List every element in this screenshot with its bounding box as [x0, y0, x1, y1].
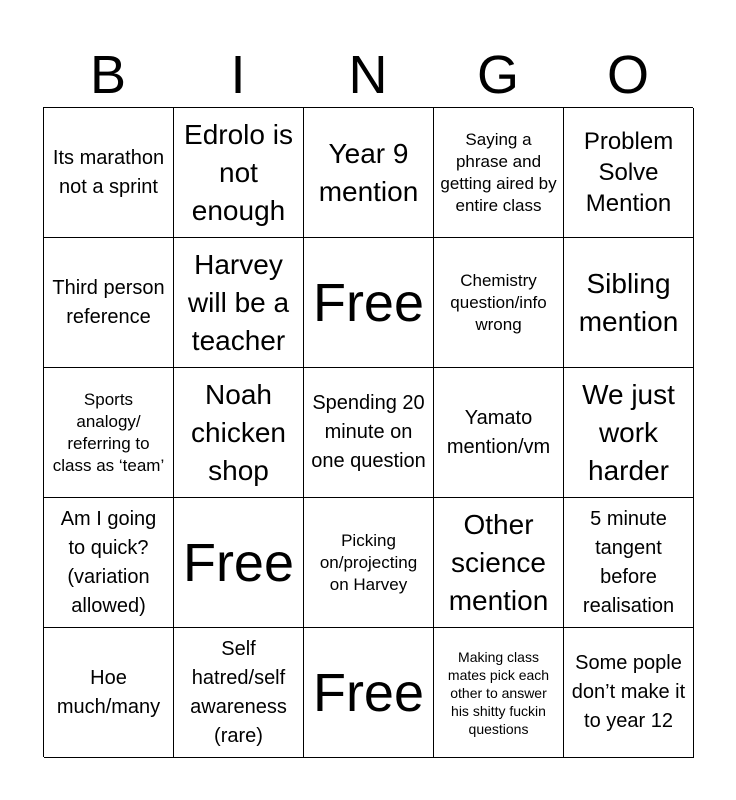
bingo-cell-text: Harvey will be a teacher: [187, 248, 290, 356]
bingo-cell[interactable]: [174, 628, 304, 758]
bingo-cell[interactable]: [304, 498, 434, 628]
bingo-cell[interactable]: [304, 108, 434, 238]
bingo-cell-text: Am I going to quick? (variation allowed): [60, 507, 157, 617]
bingo-cell-free[interactable]: [304, 628, 434, 758]
bingo-board: [43, 107, 693, 757]
bingo-cell-text: Its marathon not a sprint: [52, 146, 165, 198]
bingo-cell[interactable]: [174, 368, 304, 498]
bingo-cell[interactable]: [44, 628, 174, 758]
bingo-cell[interactable]: [44, 238, 174, 368]
bingo-cell-text: We just work harder: [582, 378, 675, 486]
bingo-cell[interactable]: [434, 498, 564, 628]
bingo-cell-text: Free: [312, 272, 425, 333]
title-letter-n: N: [348, 45, 388, 105]
bingo-cell[interactable]: [564, 498, 694, 628]
bingo-cell-text: Yamato mention/vm: [446, 406, 551, 458]
bingo-cell-text: Sports analogy/ referring to class as ‘team’: [52, 389, 165, 475]
bingo-cell-text: Other science mention: [448, 508, 549, 616]
bingo-cell[interactable]: [44, 108, 174, 238]
bingo-cell[interactable]: [434, 108, 564, 238]
bingo-cell[interactable]: [564, 368, 694, 498]
bingo-cell[interactable]: [304, 368, 434, 498]
bingo-cell-text: Free: [182, 532, 295, 593]
bingo-cell-text: Self hatred/self awareness (rare): [190, 637, 287, 747]
bingo-cell-text: Year 9 mention: [318, 137, 419, 207]
bingo-cell[interactable]: [434, 368, 564, 498]
bingo-cell-free[interactable]: [174, 498, 304, 628]
bingo-cell-text: Chemistry question/info wrong: [450, 270, 547, 334]
bingo-cell-text: Problem Solve Mention: [583, 128, 674, 217]
bingo-cell-text: Sibling mention: [578, 267, 679, 337]
bingo-cell-text: Making class mates pick each other to answer his shitty fuckin questions: [447, 648, 550, 737]
title-letter-i: I: [230, 45, 246, 105]
bingo-cell-text: Free: [312, 662, 425, 723]
bingo-cell-text: Saying a phrase and getting aired by entire class: [440, 129, 557, 215]
bingo-cell-text: Picking on/projecting on Harvey: [319, 530, 418, 594]
bingo-cell-text: Third person reference: [52, 276, 165, 328]
bingo-cell[interactable]: [564, 628, 694, 758]
bingo-cell-free[interactable]: [304, 238, 434, 368]
bingo-cell[interactable]: [44, 368, 174, 498]
bingo-cell[interactable]: [564, 108, 694, 238]
bingo-cell-text: Some pople don’t make it to year 12: [571, 652, 686, 732]
title-letter-b: B: [89, 45, 127, 105]
bingo-cell-text: Spending 20 minute on one question: [311, 392, 426, 472]
bingo-cell-text: Hoe much/many: [56, 666, 161, 718]
bingo-cell[interactable]: [44, 498, 174, 628]
bingo-cell-text: 5 minute tangent before realisation: [582, 507, 675, 617]
bingo-cell[interactable]: [564, 238, 694, 368]
title-letter-g: G: [476, 45, 519, 105]
bingo-cell[interactable]: [174, 238, 304, 368]
bingo-cell-text: Edrolo is not enough: [184, 118, 293, 226]
bingo-cell-text: Noah chicken shop: [191, 378, 286, 486]
bingo-cell[interactable]: [174, 108, 304, 238]
bingo-title: [43, 44, 693, 106]
title-letter-o: O: [606, 45, 649, 105]
bingo-cell[interactable]: [434, 238, 564, 368]
bingo-cell[interactable]: [434, 628, 564, 758]
